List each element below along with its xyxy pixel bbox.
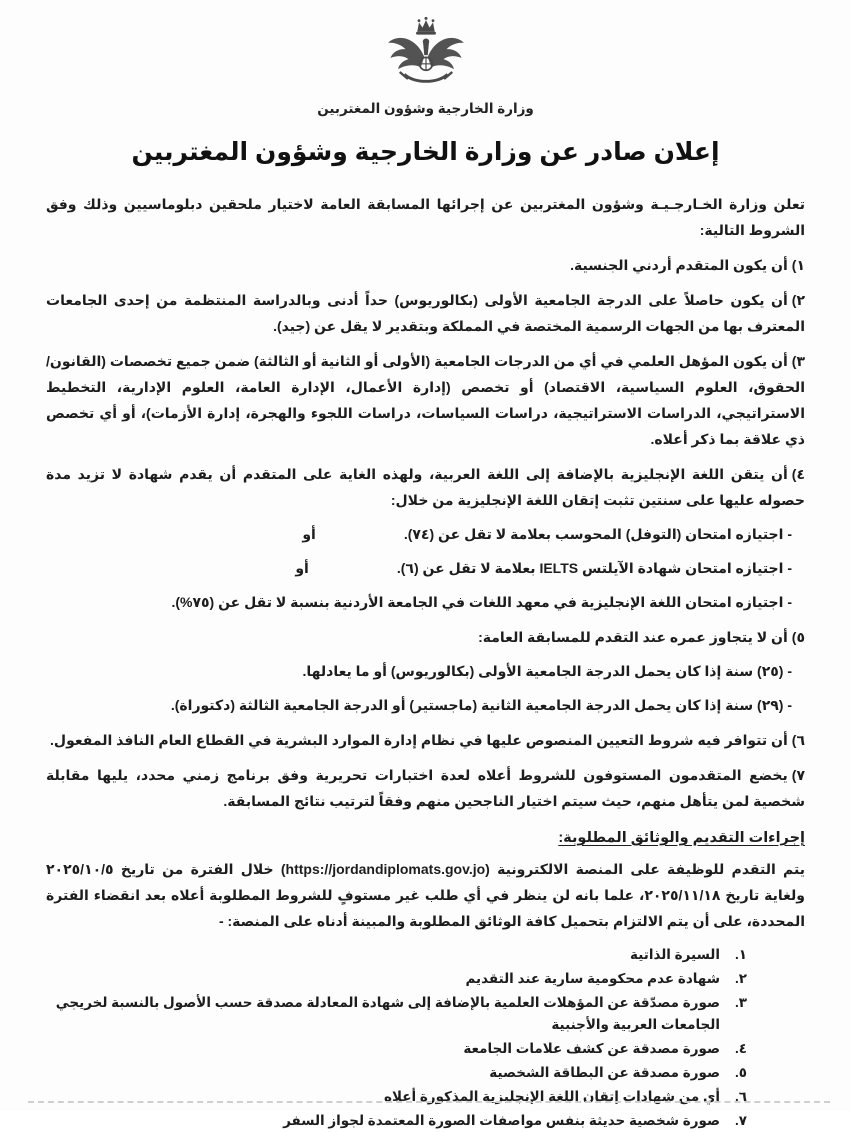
condition-4-number: ٤): [791, 466, 805, 482]
document-item-4: [50, 1038, 747, 1060]
procedures-seg4: ، علما بانه لن ينظر في أي طلب غير مستوفٍ للشروط المطلوبة أعلاه بعد انقضاء الفترة المحددة، على أن يتم الالتزام بتحميل كافة الوثائق المطلوبة والمبينة أدناه على المنصة: -: [46, 887, 805, 929]
document-item-4-text: صورة مصدقة عن كشف علامات الجامعة: [463, 1041, 720, 1056]
procedures-seg2: ) خلال الفترة من تاريخ: [113, 861, 286, 877]
document-item-6-text: أي من شهادات إتقان اللغة الإنجليزية المذكورة أعلاه: [384, 1089, 720, 1104]
condition-5-text: أن لا يتجاوز عمره عند التقدم للمسابقة العامة:: [478, 629, 788, 645]
condition-6: [46, 727, 805, 753]
application-start-date: ٢٠٢٥/١٠/٥: [46, 861, 114, 877]
condition-1-number: ١): [791, 257, 805, 273]
document-item-7-number: ٧.: [734, 1113, 747, 1128]
condition-2-number: ٢): [791, 292, 805, 308]
page-bottom-dashed-line: [28, 1101, 830, 1103]
ministry-name: وزارة الخارجية وشؤون المغتربين: [317, 101, 534, 116]
condition-2: [46, 287, 805, 339]
document-item-7: [50, 1110, 747, 1132]
condition-4: [46, 461, 805, 513]
age-limit-bachelor: [46, 659, 805, 684]
document-item-5: [50, 1062, 747, 1084]
jordan-coat-of-arms-icon: [382, 16, 470, 93]
document-item-1-number: ١.: [734, 947, 747, 962]
document-item-3-text: صورة مصدّقة عن المؤهلات العلمية بالإضافة إلى شهادة المعادلة مصدقة حسب الأصول بالنسبة لخريجي الجامعات العربية والأجنبية: [55, 995, 720, 1032]
condition-3-text: أن يكون المؤهل العلمي في أي من الدرجات الجامعية (الأولى أو الثانية أو الثالثة) ضمن جميع تخصصات (القانون/ الحقوق، العلوم السياسية، الاقتصاد) أو تخصص (إدارة الأعمال، الإدارة العامة، العلوم الإدارية، التخطيط الاستراتيجي، الدراسات الاستراتيجية، دراسات السياسات، دراسات اللجوء والهجرة، إدارة الأزمات)، أو أي تخصص ذي علاقة بما ذكر أعلاه.: [46, 353, 805, 447]
document-item-3-number: ٣.: [734, 995, 747, 1010]
procedures-seg1: يتم التقدم للوظيفة على المنصة الالكترونية (: [485, 861, 805, 877]
platform-url: https://jordandiplomats.gov.jo: [285, 861, 486, 877]
or-label: أو: [295, 560, 309, 576]
announcement-title: إعلان صادر عن وزارة الخارجية وشؤون المغتربين: [131, 138, 720, 166]
english-option-toefl: [46, 522, 805, 547]
condition-6-text: أن تتوافر فيه شروط التعيين المنصوص عليها في نظام إدارة الموارد البشرية في القطاع العام النافذ المفعول.: [50, 732, 788, 748]
age-limit-masters-phd-text: - (٢٩) سنة إذا كان يحمل الدرجة الجامعية الثانية (ماجستير) أو الدرجة الجامعية الثالثة (دكتوراة).: [170, 697, 792, 713]
document-item-4-number: ٤.: [734, 1041, 747, 1056]
condition-2-text: أن يكون حاصلاً على الدرجة الجامعية الأولى (بكالوريوس) حداً أدنى وبالدراسة المنتظمة من إحدى الجامعات المعترف بها من الجهات الرسمية المختصة في المملكة وبتقدير لا يقل عن (جيد).: [46, 292, 805, 334]
document-item-3: [50, 992, 747, 1036]
document-item-1: [50, 944, 747, 966]
condition-5: [46, 624, 805, 650]
document-header: [46, 16, 805, 117]
application-end-date: ٢٠٢٥/١١/١٨: [644, 887, 721, 903]
condition-4-text: أن يتقن اللغة الإنجليزية بالإضافة إلى اللغة العربية، ولهذه الغاية على المتقدم أن يقدم شهادة لا تزيد مدة حصوله عليها على سنتين تثبت إتقان اللغة الإنجليزية من خلال:: [46, 466, 805, 508]
english-option-ju-institute: [46, 590, 805, 615]
english-option-ielts-text: - اجتيازه امتحان شهادة الآيلتس IELTS بعلامة لا تقل عن (٦).: [396, 560, 792, 576]
condition-7-number: ٧): [791, 767, 805, 783]
document-item-5-text: صورة مصدقة عن البطاقة الشخصية: [489, 1065, 720, 1080]
english-option-toefl-text: - اجتيازه امتحان (التوفل) المحوسب بعلامة لا تقل عن (٧٤).: [403, 526, 792, 542]
age-limit-masters-phd: [46, 693, 805, 718]
document-item-7-text: صورة شخصية حديثة بنفس مواصفات الصورة المعتمدة لجواز السفر: [283, 1113, 720, 1128]
condition-3-number: ٣): [791, 353, 805, 369]
condition-3: [46, 348, 805, 452]
document-item-2-text: شهادة عدم محكومية سارية عند التقديم: [465, 971, 720, 986]
condition-5-number: ٥): [791, 629, 805, 645]
document-item-6: [50, 1086, 747, 1108]
document-item-2-number: ٢.: [734, 971, 747, 986]
document-item-6-number: ٦.: [734, 1089, 747, 1104]
age-limit-bachelor-text: - (٢٥) سنة إذا كان يحمل الدرجة الجامعية الأولى (بكالوريوس) أو ما يعادلها.: [302, 663, 792, 679]
required-documents-list: [46, 944, 805, 1132]
procedures-paragraph: [46, 856, 805, 934]
condition-1: [46, 252, 805, 278]
document-item-5-number: ٥.: [734, 1065, 747, 1080]
condition-6-number: ٦): [791, 732, 805, 748]
intro-paragraph: تعلن وزارة الخـارجـيـة وشؤون المغتربين عن إجرائها المسابقة العامة لاختيار ملحقين دبلوماسيين وذلك وفق الشروط التالية:: [46, 196, 805, 238]
procedures-seg3: ولغاية تاريخ: [720, 887, 805, 903]
english-option-ielts: [46, 556, 805, 581]
condition-7: [46, 762, 805, 814]
condition-7-text: يخضع المتقدمون المستوفون للشروط أعلاه لعدة اختبارات تحريرية وفق برنامج زمني محدد، يليها مقابلة شخصية لمن يتأهل منهم، حيث سيتم اختيار الناجحين منهم وفقاً لترتيب نتائج المسابقة.: [46, 767, 805, 809]
condition-1-text: أن يكون المتقدم أردني الجنسية.: [570, 257, 788, 273]
or-label: أو: [302, 526, 316, 542]
document-item-2: [50, 968, 747, 990]
procedures-heading: إجراءات التقديم والوثائق المطلوبة:: [558, 830, 805, 846]
english-option-ju-institute-text: - اجتيازه امتحان اللغة الإنجليزية في معهد اللغات في الجامعة الأردنية بنسبة لا تقل عن (٧٥%).: [171, 594, 792, 610]
document-item-1-text: السيرة الذاتية: [630, 947, 720, 962]
